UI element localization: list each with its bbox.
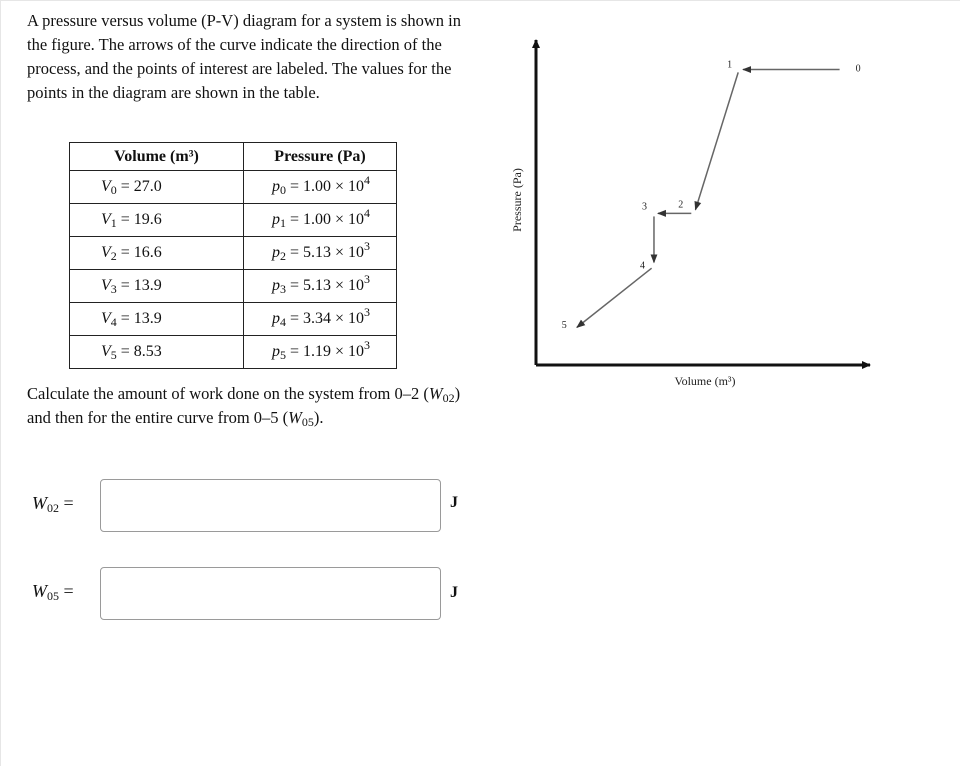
w02-subscript: 02: [442, 391, 455, 405]
table-row: [70, 270, 397, 303]
w05-subscript: 05: [301, 415, 314, 429]
process-curve: [577, 70, 840, 328]
volume-cell: $V_1 = 19.6$: [70, 204, 244, 237]
pv-diagram: [500, 30, 880, 390]
w02-input[interactable]: [101, 480, 440, 531]
w02-symbol: W: [428, 384, 443, 403]
question-part3: ).: [313, 408, 324, 427]
point-label-0: 0: [855, 63, 861, 75]
chart-axes: [536, 40, 870, 365]
point-label-4: 4: [639, 260, 645, 272]
x-axis-label: Volume (m³): [674, 374, 736, 388]
curve-segment-4-5: [577, 268, 652, 327]
volume-cell: $V_5 = 8.53$: [70, 336, 244, 369]
volume-cell: $V_2 = 16.6$: [70, 237, 244, 270]
point-label-5: 5: [561, 319, 567, 331]
pressure-cell: $p_3 = 5.13 \times 10^3$: [244, 270, 397, 303]
pressure-cell: $p_1 = 1.00 \times 10^4$: [244, 204, 397, 237]
pressure-cell: $p_4 = 3.34 \times 10^3$: [244, 303, 397, 336]
table-row: [70, 204, 397, 237]
w05-symbol: W: [288, 408, 302, 427]
volume-cell: $V_4 = 13.9$: [70, 303, 244, 336]
question-part2: ) and then for the entire curve from 0–5 (: [27, 384, 461, 427]
point-labels: [562, 60, 861, 331]
table-row: [70, 171, 397, 204]
point-label-3: 3: [641, 201, 647, 213]
pressure-cell: $p_0 = 1.00 \times 10^4$: [244, 171, 397, 204]
point-label-1: 1: [727, 59, 733, 71]
w02-label: $W_{02}$ =: [32, 493, 74, 515]
table-body: [70, 171, 397, 369]
curve-segment-1-2: [695, 72, 738, 209]
w05-answer-box[interactable]: [100, 567, 441, 620]
w02-unit: J: [450, 494, 458, 511]
volume-cell: $V_0 = 27.0$: [70, 171, 244, 204]
intro-paragraph: A pressure versus volume (P-V) diagram for a system is shown in the figure. The arrows of the curve indicate the direction of the process, and the points of interest are labeled. The values for the points in the diagram are shown in the table.: [27, 11, 461, 102]
table-row: [70, 303, 397, 336]
w02-answer-box[interactable]: [100, 479, 441, 532]
table-row: [70, 336, 397, 369]
w05-unit: J: [450, 584, 458, 601]
volume-header: Volume (m³): [70, 143, 244, 171]
w05-label: $W_{05}$ =: [32, 581, 74, 603]
pressure-cell: $p_5 = 1.19 \times 10^3$: [244, 336, 397, 369]
table-row: [70, 237, 397, 270]
pressure-cell: $p_2 = 5.13 \times 10^3$: [244, 237, 397, 270]
volume-cell: $V_3 = 13.9$: [70, 270, 244, 303]
pressure-header: Pressure (Pa): [244, 143, 397, 171]
question-text: [27, 382, 467, 430]
w05-input[interactable]: [101, 568, 440, 619]
values-table: [69, 142, 397, 369]
point-label-2: 2: [678, 199, 684, 211]
y-axis-label: Pressure (Pa): [510, 168, 524, 232]
question-part1: Calculate the amount of work done on the system from 0–2 (: [27, 384, 429, 403]
table-header-row: [70, 143, 397, 171]
